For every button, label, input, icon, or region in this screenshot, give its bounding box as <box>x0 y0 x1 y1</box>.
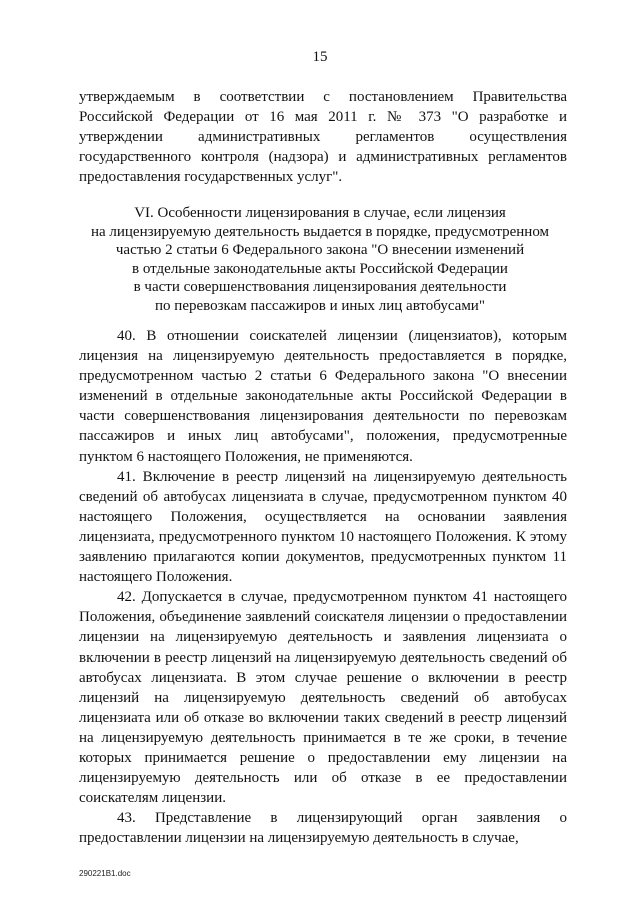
section-heading-line: частью 2 статьи 6 Федерального закона "О внесении изменений <box>115 242 525 259</box>
section-heading-line: VI. Особенности лицензирования в случае, если лицензия <box>134 205 506 221</box>
section-heading-line: в отдельные законодательные акты Российской Федерации <box>132 260 508 277</box>
section-heading-line: на лицензируемую деятельность выдается в порядке, предусмотренном <box>90 223 550 240</box>
paragraph-41: 41. Включение в реестр лицензий на лицензируемую деятельность сведений об автобусах лицензиата в случае, предусмотренном пунктом 40 настоящего Положения, осуществляется на основании заявления лицензиата, предусмотренного пунктом 10 настоящего Положения. К этому заявлению прилагаются копии документов, предусмотренных пунктом 11 настоящего Положения. <box>79 468 567 586</box>
page-number: 15 <box>312 49 328 65</box>
paragraph-40: 40. В отношении соискателей лицензии (лицензиатов), которым лицензия на лицензируемую деятельность предоставляется в порядке, предусмотренном частью 2 статьи 6 Федерального закона "О внесении изменений в отдельные законодательные акты Российской Федерации в части совершенствования лицензирования деятельности по перевозкам пассажиров и иных лиц автобусами", положения, предусмотренные пунктом 6 настоящего Положения, не применяются. <box>79 328 567 465</box>
intro-paragraph: утверждаемым в соответствии с постановлением Правительства Российской Федерации от 16 мая 2011 г. № 373 "О разработке и утверждении административных регламентов осуществления государственного контроля (надзора) и административных регламентов предоставления государственных услуг". <box>79 89 567 186</box>
section-heading-line: в части совершенствования лицензирования деятельности <box>133 279 507 296</box>
section-heading-line: по перевозкам пассажиров и иных лиц автобусами" <box>155 297 485 314</box>
document-code: 290221B1.doc <box>79 869 131 878</box>
paragraph-42: 42. Допускается в случае, предусмотренном пунктом 41 настоящего Положения, объединение заявлений соискателя лицензии о предоставлении лицензии на лицензируемую деятельность и заявления лицензиата о включении в реестр лицензий на лицензируемую деятельность сведений об автобусах лицензиата. В этом случае решение о включении в реестр лицензий на лицензируемую деятельность сведений об автобусах лицензиата или об отказе во включении таких сведений в реестр лицензий на лицензируемую деятельность принимается в те же сроки, в течение которых принимается решение о предоставлении ему лицензии на лицензируемую деятельность или об отказе в ее предоставлении соискателям лицензии. <box>79 589 567 807</box>
paragraphs <box>79 326 567 848</box>
paragraph-43: 43. Представление в лицензирующий орган заявления о предоставлении лицензии на лицензируемую деятельность в случае, <box>79 810 567 847</box>
section-heading <box>70 204 570 316</box>
